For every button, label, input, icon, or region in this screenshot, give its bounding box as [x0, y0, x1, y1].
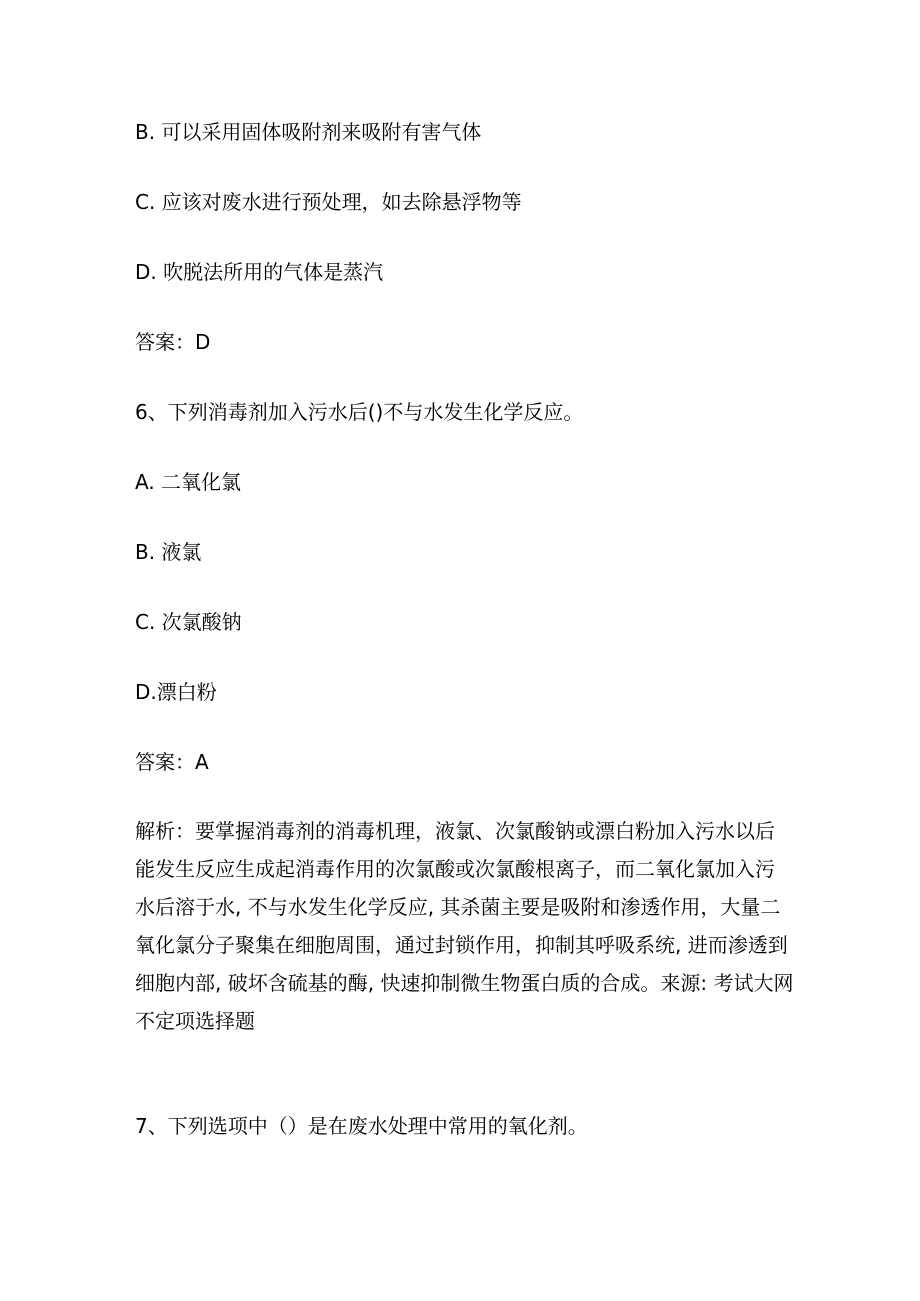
q5-option-c: C. 应该对废水进行预处理，如去除悬浮物等 [135, 190, 522, 214]
analysis-line: 解析：要掌握消毒剂的消毒机理，液氯、次氯酸钠或漂白粉加入污水以后 [135, 819, 775, 843]
q6-analysis [135, 812, 795, 1040]
q6-answer: 答案：A [135, 750, 209, 774]
q5-option-d: D. 吹脱法所用的气体是蒸汽 [135, 260, 384, 284]
q6-option-c: C. 次氯酸钠 [135, 610, 242, 634]
q6-question: 6、下列消毒剂加入污水后()不与水发生化学反应。 [135, 400, 584, 424]
analysis-line: 水后溶于水, 不与水发生化学反应, 其杀菌主要是吸附和渗透作用，大量二 [135, 895, 781, 919]
analysis-line: 能发生反应生成起消毒作用的次氯酸或次氯酸根离子，而二氧化氯加入污 [135, 857, 775, 881]
analysis-line: 不定项选择题 [135, 1009, 255, 1033]
analysis-line: 氧化氯分子聚集在细胞周围，通过封锁作用，抑制其呼吸系统, 进而渗透到 [135, 933, 788, 957]
analysis-line: 细胞内部, 破坏含硫基的酶, 快速抑制微生物蛋白质的合成。来源: 考试大网 [135, 971, 794, 995]
q6-option-d: D.漂白粉 [135, 680, 217, 704]
q6-option-b: B. 液氯 [135, 540, 202, 564]
q7-question: 7、下列选项中（）是在废水处理中常用的氧化剂。 [135, 1114, 588, 1138]
q5-option-b: B. 可以采用固体吸附剂来吸附有害气体 [135, 120, 482, 144]
q5-answer: 答案：D [135, 330, 211, 354]
q6-option-a: A. 二氧化氯 [135, 470, 242, 494]
